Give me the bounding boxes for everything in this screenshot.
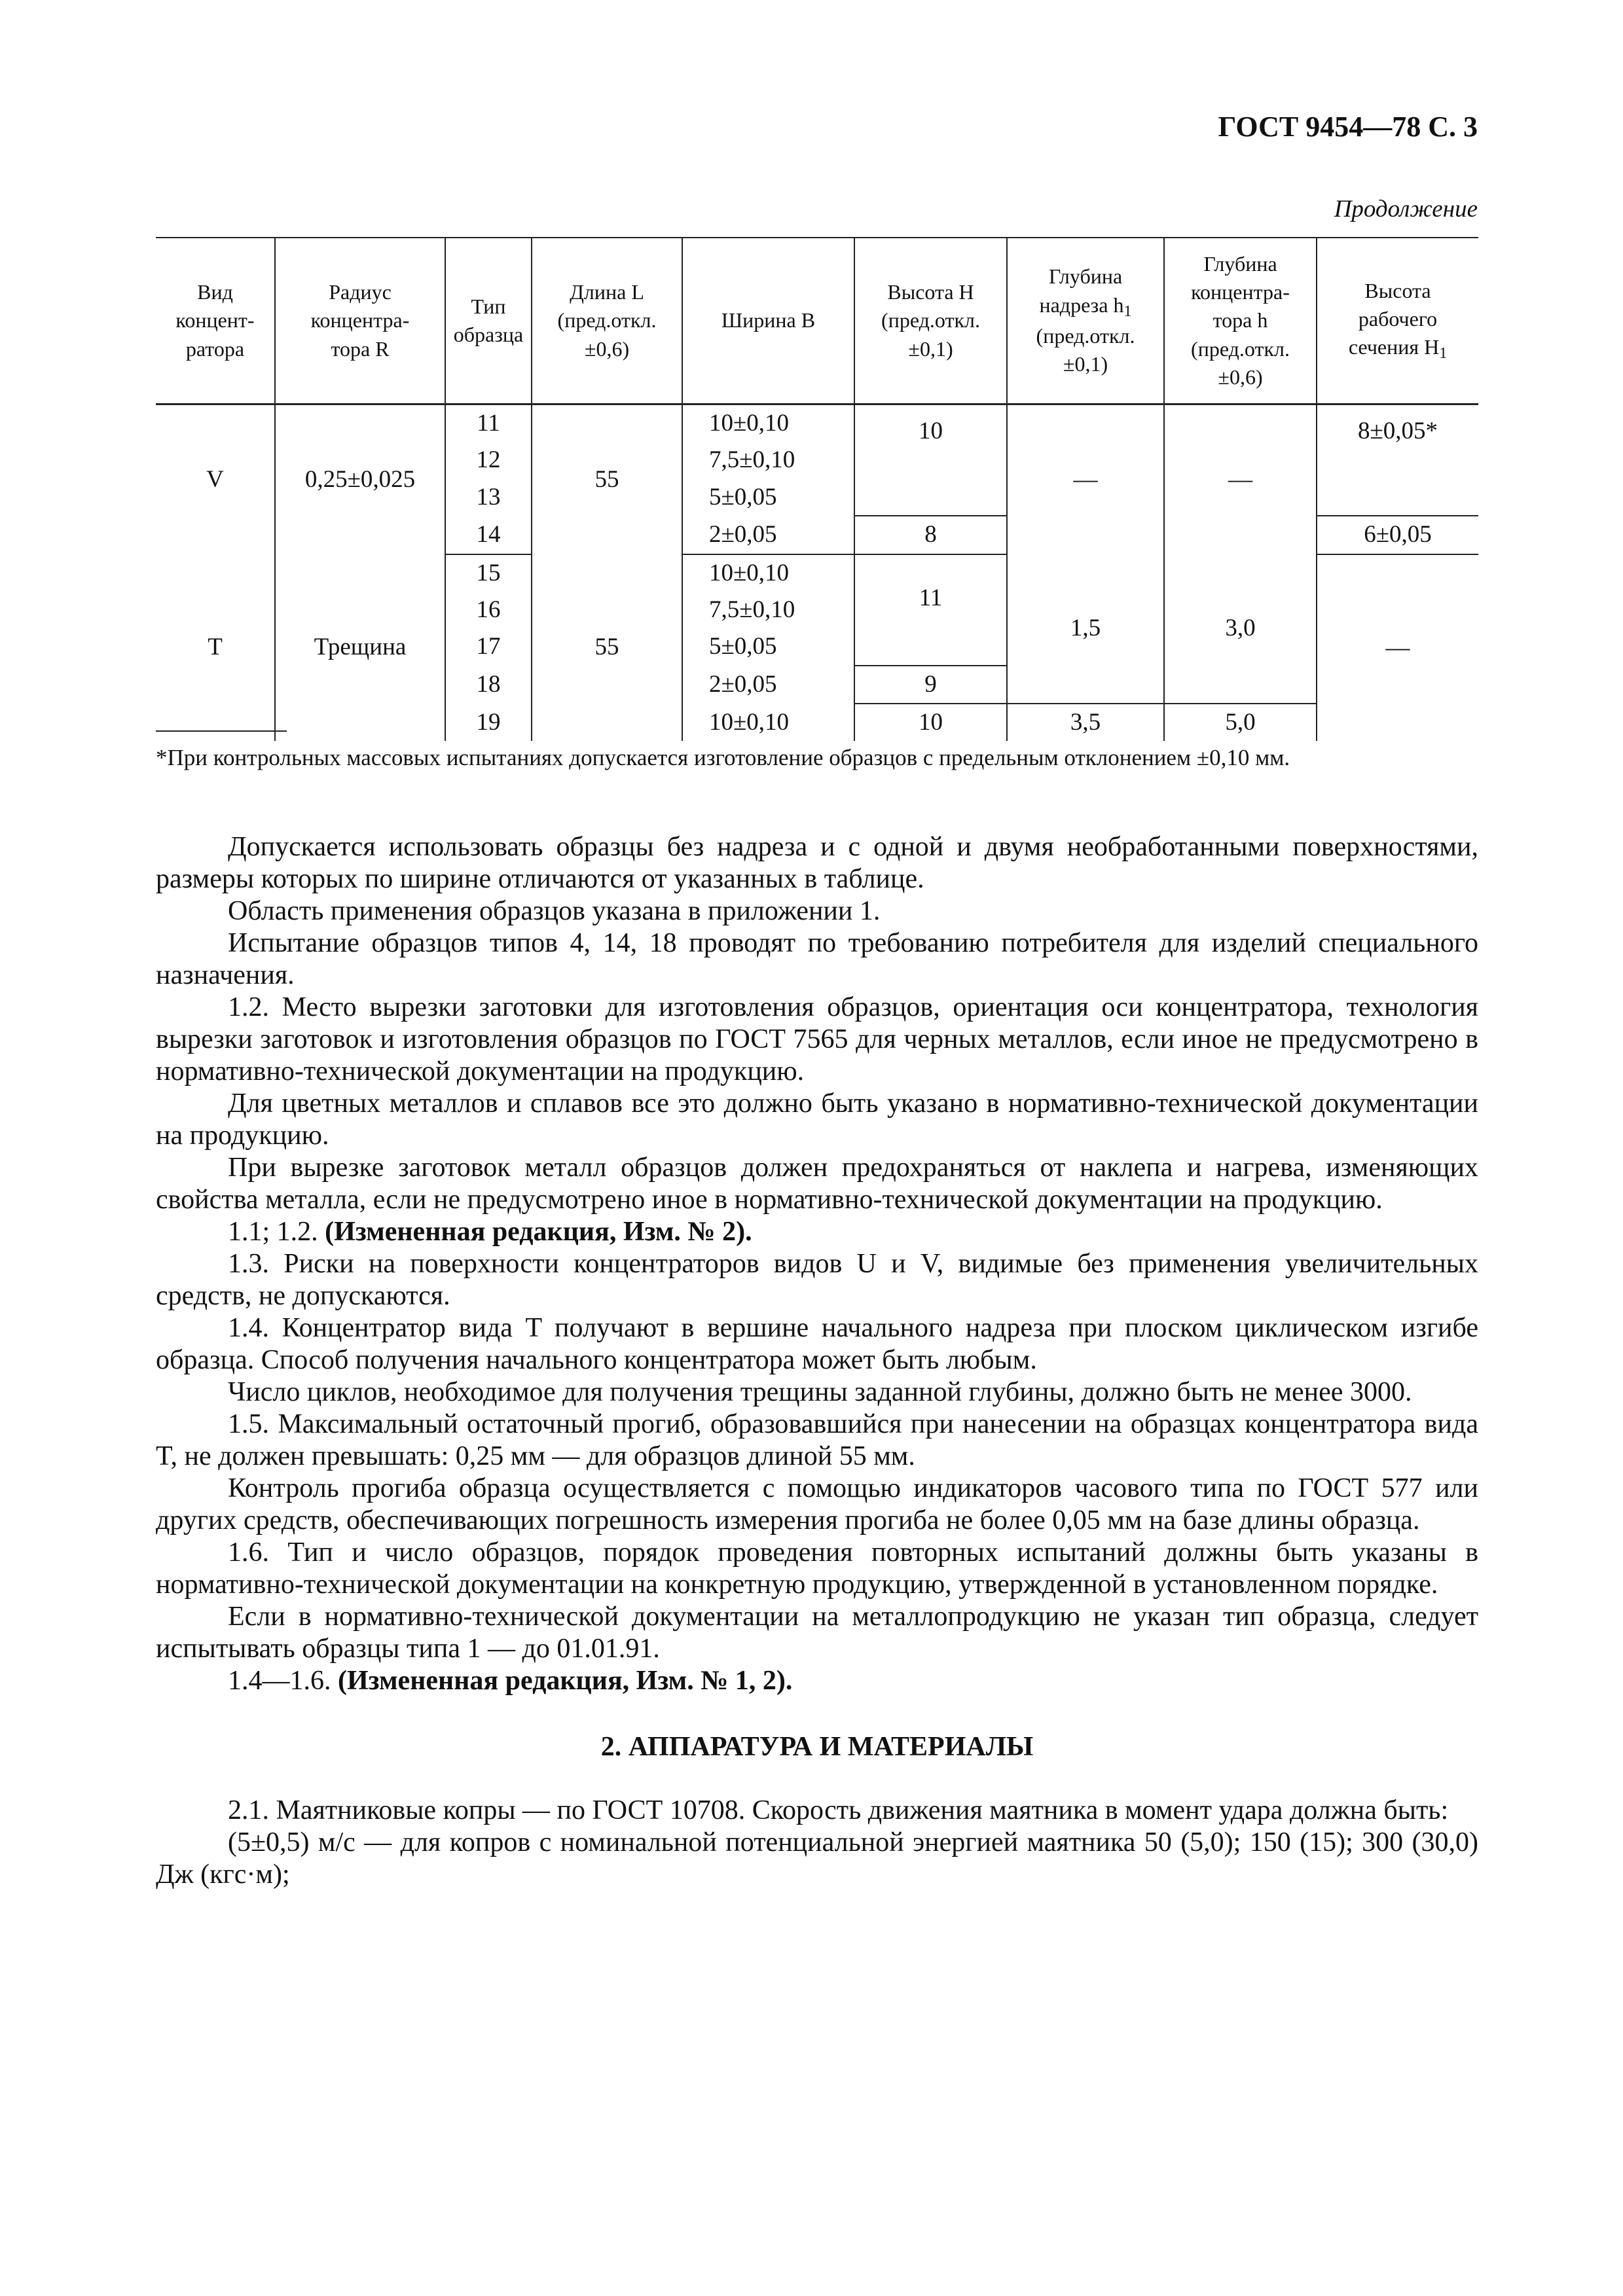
cell-kind-v: V [206, 465, 224, 493]
cell-type: 18 [445, 666, 532, 704]
cell-work-v-b: 6±0,05 [1317, 516, 1478, 554]
paragraph: 1.5. Максимальный остаточный прогиб, образовавшийся при нанесении на образцах концентратора вида T, не должен превышать: 0,25 мм — для образцов длиной 55 мм. [156, 1409, 1478, 1471]
cell-type: 19 [445, 704, 532, 741]
cell-width: 5±0,05 [682, 479, 854, 516]
cell-conc-t-b: 5,0 [1164, 704, 1317, 741]
cell-type: 13 [445, 479, 532, 516]
paragraph: Испытание образцов типов 4, 14, 18 проводят по требованию потребителя для изделий специального назначения. [156, 928, 1478, 990]
header-concentrator-kind: Вид концент- ратора [156, 238, 275, 404]
cell-radius-t: Трещина [275, 554, 445, 742]
specimen-table [156, 237, 1478, 741]
paragraph: Область применения образцов указана в приложении 1. [228, 896, 881, 926]
cell-notch-t-b: 3,5 [1007, 704, 1164, 741]
cell-width: 10±0,10 [682, 554, 854, 592]
cell-type: 17 [445, 628, 532, 665]
cell-height-t-a: 11 [854, 554, 1007, 666]
table-continuation-label: Продолжение [1334, 196, 1478, 223]
cell-type: 11 [445, 404, 532, 442]
cell-work-t: — [1317, 554, 1478, 742]
paragraph: 1.6. Тип и число образцов, порядок проведения повторных испытаний должны быть указаны в нормативно-технической документации на конкретную продукцию, утвержденной в установленном порядке. [156, 1537, 1478, 1600]
cell-notch-v: — [1007, 404, 1164, 554]
paragraph: 1.3. Риски на поверхности концентраторов видов U и V, видимые без применения увеличительных средств, не допускаются. [156, 1249, 1478, 1311]
cell-type: 15 [445, 554, 532, 592]
cell-width: 7,5±0,10 [682, 592, 854, 628]
amendment-note: 1.1; 1.2. (Измененная редакция, Изм. № 2). [228, 1217, 752, 1247]
cell-kind-t: T [208, 634, 223, 661]
cell-type: 12 [445, 442, 532, 478]
cell-height-v-b: 8 [854, 516, 1007, 554]
header-height: Высота H (пред.откл. ±0,1) [854, 238, 1007, 404]
cell-type: 14 [445, 516, 532, 554]
table-header-row [156, 238, 1478, 404]
cell-type: 16 [445, 592, 532, 628]
header-specimen-type: Тип образца [445, 238, 532, 404]
cell-height-t-b: 9 [854, 666, 1007, 704]
cell-radius-v: 0,25±0,025 [275, 404, 445, 554]
specimen-table-container [156, 237, 1478, 741]
paragraph: Число циклов, необходимое для получения трещины заданной глубины, должно быть не менее 3000. [228, 1377, 1412, 1407]
cell-width: 10±0,10 [682, 404, 854, 442]
paragraph: 1.4. Концентратор вида T получают в вершине начального надреза при плоском циклическом изгибе образца. Способ получения начального концентратора может быть любым. [156, 1313, 1478, 1375]
header-notch-depth: Глубина надреза $h_1$ (пред.откл. ±0,1) [1007, 238, 1164, 404]
cell-length-v: 55 [532, 404, 682, 554]
cell-width: 10±0,10 [682, 704, 854, 741]
paragraph: 1.2. Место вырезки заготовки для изготовления образцов, ориентация оси концентратора, технология вырезки заготовок и изготовления образцов по ГОСТ 7565 для черных металлов, если иное не предусмотрено в нормативно-технической документации на продукцию. [156, 992, 1478, 1086]
paragraph: 2.1. Маятниковые копры — по ГОСТ 10708. Скорость движения маятника в момент удара должна быть: [228, 1795, 1449, 1825]
table-row [156, 404, 1478, 442]
paragraph: Если в нормативно-технической документации на металлопродукцию не указан тип образца, следует испытывать образцы типа 1 — до 01.01.91. [156, 1602, 1478, 1664]
cell-width: 5±0,05 [682, 628, 854, 665]
paragraph: (5±0,5) м/с — для копров с номинальной потенциальной энергией маятника 50 (5,0); 150 (15); 300 (30,0) Дж (кгс·м); [156, 1827, 1478, 1890]
cell-work-v-a: 8±0,05* [1317, 404, 1478, 516]
header-concentrator-radius: Радиус концентра- тора R [275, 238, 445, 404]
cell-conc-t-a: 3,0 [1164, 554, 1317, 704]
cell-notch-t-a: 1,5 [1007, 554, 1164, 704]
header-length: Длина L (пред.откл. ±0,6) [532, 238, 682, 404]
cell-width: 2±0,05 [682, 666, 854, 704]
header-width: Ширина B [682, 238, 854, 404]
footnote-divider [156, 730, 287, 732]
cell-width: 2±0,05 [682, 516, 854, 554]
header-concentrator-depth: Глубина концентра- тора h (пред.откл. ±0,6) [1164, 238, 1317, 404]
cell-length-t: 55 [532, 554, 682, 742]
amendment-note: 1.4—1.6. (Измененная редакция, Изм. № 1, 2). [228, 1666, 793, 1696]
cell-height-t-c: 10 [854, 704, 1007, 741]
cell-height-v-a: 10 [854, 404, 1007, 516]
paragraph: Допускается использовать образцы без надреза и с одной и двумя необработанными поверхностями, размеры которых по ширине отличаются от указанных в таблице. [156, 832, 1478, 894]
paragraph: При вырезке заготовок металл образцов должен предохраняться от наклепа и нагрева, изменяющих свойства металла, если не предусмотрено иное в нормативно-технической документации на продукцию. [156, 1153, 1478, 1215]
page-header: ГОСТ 9454—78 С. 3 [1218, 111, 1478, 143]
header-working-section-height: Высота рабочего сечения $H_1$ [1317, 238, 1478, 404]
paragraph: Для цветных металлов и сплавов все это должно быть указано в нормативно-технической документации на продукцию. [156, 1088, 1478, 1151]
cell-conc-v: — [1164, 404, 1317, 554]
cell-width: 7,5±0,10 [682, 442, 854, 478]
table-row [156, 554, 1478, 592]
document-body [156, 831, 1478, 1891]
table-footnote: *При контрольных массовых испытаниях допускается изготовление образцов с предельным отклонением ±0,10 мм. [156, 745, 1290, 770]
paragraph: Контроль прогиба образца осуществляется с помощью индикаторов часового типа по ГОСТ 577 или других средств, обеспечивающих погрешность измерения прогиба не более 0,05 мм на базе длины образца. [156, 1473, 1478, 1535]
section-heading: 2. АППАРАТУРА И МАТЕРИАЛЫ [600, 1732, 1034, 1762]
